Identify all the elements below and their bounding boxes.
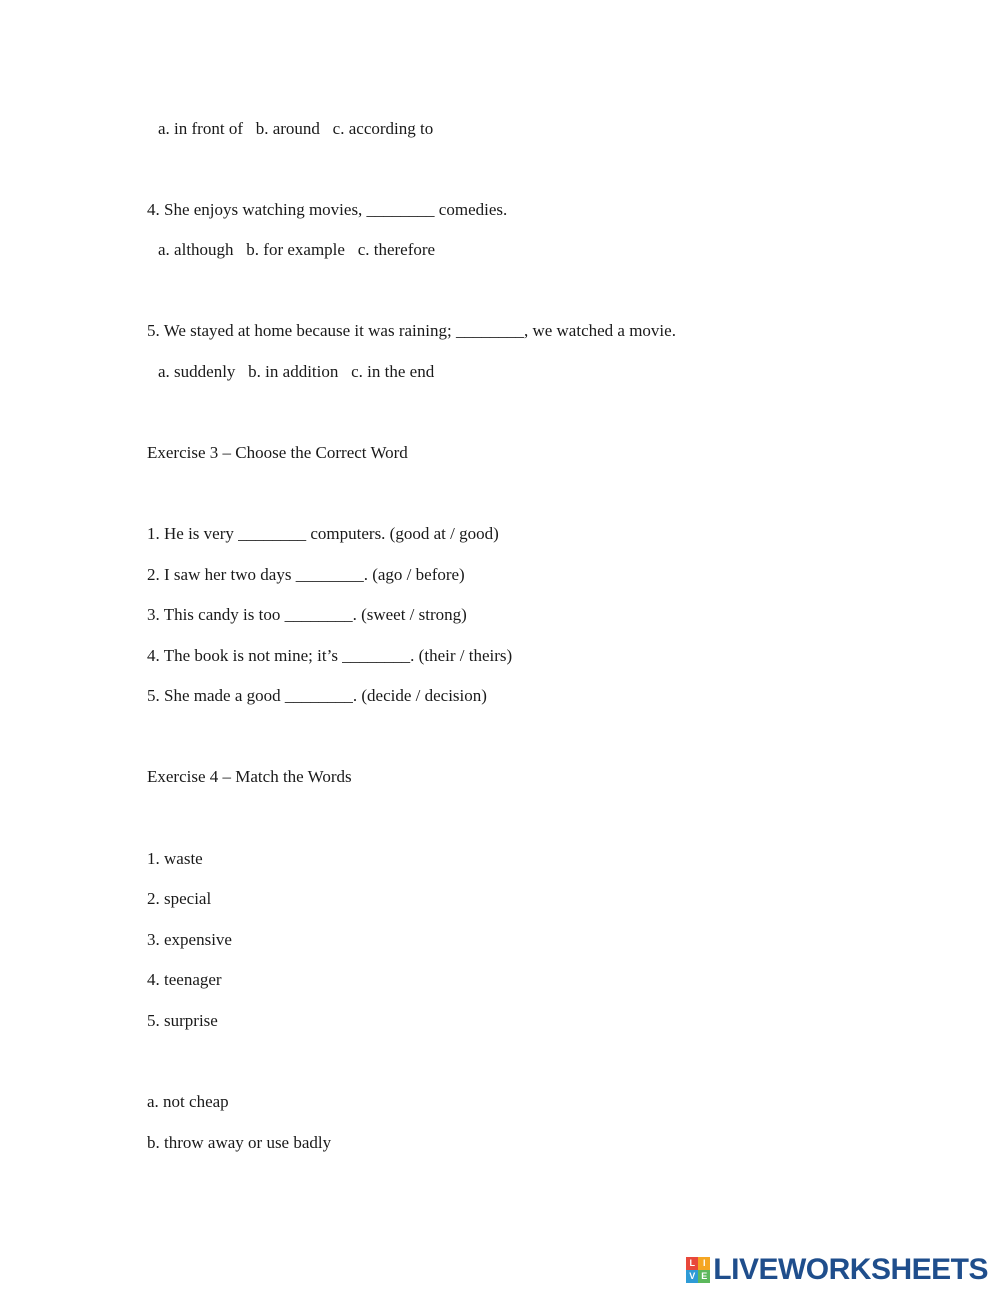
ex4-definition-a: a. not cheap: [147, 1092, 229, 1111]
logo-badge-letter-e: E: [698, 1270, 710, 1283]
ex3-item-1: 1. He is very ________ computers. (good at / good): [147, 524, 499, 543]
ex2-q5-question: 5. We stayed at home because it was raining; ________, we watched a movie.: [147, 321, 676, 340]
ex2-q3-options: a. in front of b. around c. according to: [158, 119, 434, 138]
ex4-word-4: 4. teenager: [147, 970, 222, 989]
ex4-title: Exercise 4 – Match the Words: [147, 767, 352, 786]
logo-badge-letter-v: V: [686, 1270, 698, 1283]
ex4-word-3: 3. expensive: [147, 930, 232, 949]
ex4-word-1: 1. waste: [147, 849, 203, 868]
logo-badge-letter-l: L: [686, 1257, 698, 1270]
ex2-q5-options: a. suddenly b. in addition c. in the end: [158, 362, 435, 381]
ex3-item-5: 5. She made a good ________. (decide / decision): [147, 686, 487, 705]
ex2-q4-options: a. although b. for example c. therefore: [158, 240, 436, 259]
ex3-item-2: 2. I saw her two days ________. (ago / before): [147, 565, 465, 584]
liveworksheets-logo: [686, 1253, 988, 1287]
ex4-word-5: 5. surprise: [147, 1011, 218, 1030]
ex4-word-2: 2. special: [147, 889, 212, 908]
ex3-item-3: 3. This candy is too ________. (sweet / strong): [147, 605, 467, 624]
ex3-title: Exercise 3 – Choose the Correct Word: [147, 443, 408, 462]
ex2-q4-question: 4. She enjoys watching movies, ________ comedies.: [147, 200, 508, 219]
ex4-definition-b: b. throw away or use badly: [147, 1133, 332, 1152]
logo-badge-icon: [686, 1257, 710, 1283]
logo-text: LIVEWORKSHEETS: [713, 1253, 988, 1286]
ex3-item-4: 4. The book is not mine; it’s ________. (their / theirs): [147, 646, 513, 665]
logo-badge-letter-i: I: [698, 1257, 710, 1270]
